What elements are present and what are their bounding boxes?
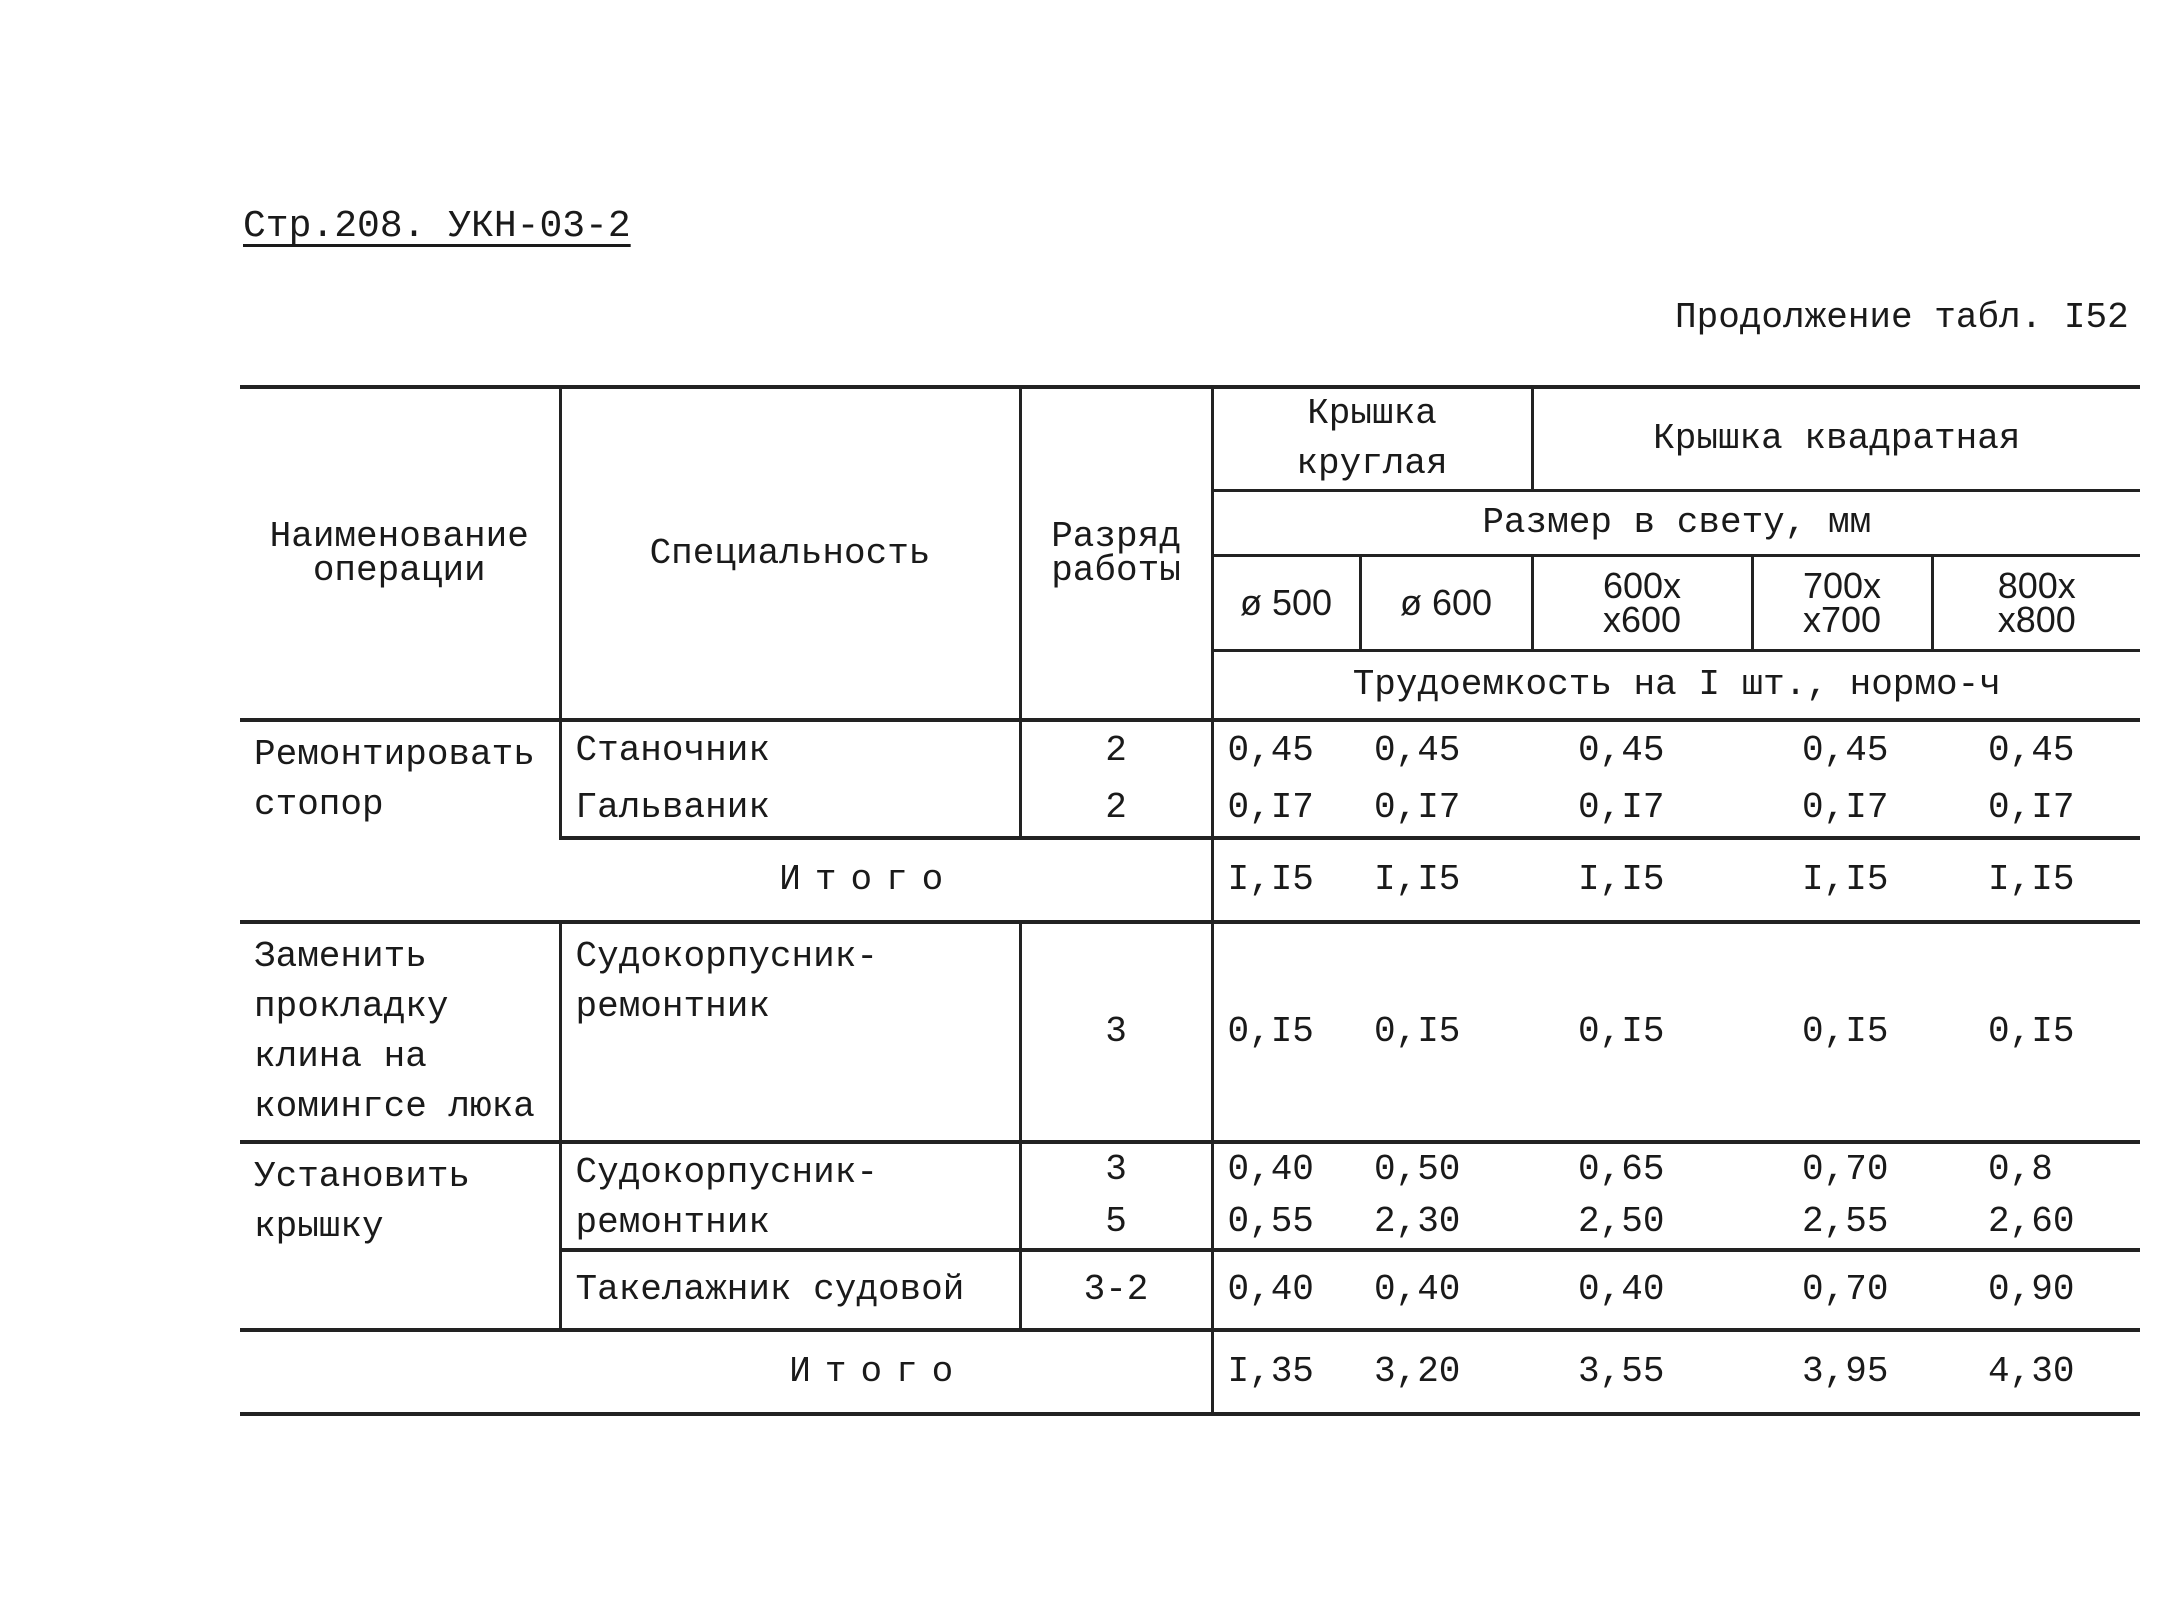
header-size-700x700-label: 700х х700 [1802, 565, 1882, 640]
value-cell: 0,8 [1988, 1149, 2053, 1190]
total-cell: I,I5 [1932, 838, 2140, 922]
grade-cell: 2 [1020, 720, 1212, 779]
value-cell: 0,40 [1532, 1250, 1752, 1330]
value-cell: 0,40 [1360, 1250, 1532, 1330]
grade-cell: 3-2 [1020, 1250, 1212, 1330]
header-grade-label: Разряд работы [1051, 515, 1181, 591]
total-cell: 3,55 [1532, 1330, 1752, 1414]
value-cell: 0,70 [1752, 1250, 1932, 1330]
total-cell: I,I5 [1360, 838, 1532, 922]
operation-cell: Ремонтировать стопор [254, 734, 535, 825]
value-cell: 2,30 [1360, 1196, 1532, 1250]
header-labor-label: Трудоемкость на I шт., нормо-ч [1212, 651, 2140, 721]
value-cell: 0,I7 [1932, 779, 2140, 838]
total-cell: I,I5 [1532, 838, 1752, 922]
total-cell: I,I5 [1212, 838, 1360, 922]
value-cell: 0,65 [1578, 1149, 1665, 1190]
specialty-cell [560, 922, 1020, 1142]
value-cell: 2,60 [1932, 1196, 2140, 1250]
value-cell: 0,70 [1802, 1149, 1889, 1190]
total-label: Итого [240, 838, 1212, 922]
operation-label: Установить крышку [254, 1156, 471, 1247]
value-cell: 0,I7 [1360, 779, 1532, 838]
value-cell: 0,45 [1212, 720, 1360, 779]
page-header: Стр.208. УКН-03-2 [243, 205, 631, 248]
value-cell: 0,40 [1212, 1142, 1360, 1196]
table-row [240, 720, 2140, 779]
specialty-cell: Станочник [560, 720, 1020, 779]
table-row [240, 1142, 2140, 1196]
total-label: Итого [240, 1330, 1212, 1414]
total-row [240, 1330, 2140, 1414]
value-cell: 0,55 [1212, 1196, 1360, 1250]
value-cell: 0,I5 [1932, 922, 2140, 1142]
header-operation [240, 387, 560, 720]
value-cell: 0,I5 [1532, 922, 1752, 1142]
total-cell: I,I5 [1752, 838, 1932, 922]
header-specialty: Специальность [560, 387, 1020, 720]
value-cell: 0,I7 [1532, 779, 1752, 838]
header-size-600x600-label: 600х х600 [1602, 565, 1682, 640]
value-cell: 0,50 [1374, 1149, 1461, 1190]
header-size-500: ø 500 [1212, 556, 1360, 651]
value-cell: 0,I7 [1212, 779, 1360, 838]
value-cell: 2,50 [1532, 1196, 1752, 1250]
specialty-cell: Такелажник судовой [560, 1250, 1020, 1330]
header-size-600x600 [1532, 556, 1752, 651]
total-row [240, 838, 2140, 922]
value-cell: 0,40 [1212, 1250, 1360, 1330]
header-grade [1020, 387, 1212, 720]
total-cell: 3,20 [1360, 1330, 1532, 1414]
operation-cell [240, 1142, 560, 1330]
labor-table [240, 385, 2140, 1416]
header-size-600: ø 600 [1360, 556, 1532, 651]
operation-cell: Заменить прокладку клина на комингсе люка [240, 922, 560, 1142]
grade-cell: 3 [1020, 922, 1212, 1142]
table-caption: Продолжение табл. I52 [1675, 297, 2129, 338]
value-cell: 2,55 [1752, 1196, 1932, 1250]
value-cell: 0,45 [1802, 729, 1889, 771]
value-cell: 0,I5 [1360, 922, 1532, 1142]
value-cell: 0,45 [1374, 729, 1461, 771]
value-cell: 0,90 [1932, 1250, 2140, 1330]
value-cell: 0,45 [1988, 729, 2075, 771]
table-row [240, 922, 2140, 1142]
value-cell: 0,45 [1578, 729, 1665, 771]
header-size-800x800 [1932, 556, 2140, 651]
total-cell: 4,30 [1932, 1330, 2140, 1414]
specialty-cell [560, 1142, 1020, 1250]
total-cell: 3,95 [1752, 1330, 1932, 1414]
header-size-label: Размер в свету, мм [1212, 491, 2140, 556]
total-cell: I,35 [1212, 1330, 1360, 1414]
value-cell: 0,I5 [1212, 922, 1360, 1142]
value-cell: 0,I7 [1752, 779, 1932, 838]
grade-cell: 2 [1020, 779, 1212, 838]
header-size-700x700 [1752, 556, 1932, 651]
value-cell: 0,I5 [1752, 922, 1932, 1142]
header-size-800x800-label: 800х х800 [1997, 565, 2076, 640]
specialty-cell: Гальваник [560, 779, 1020, 838]
grade-cell: 5 [1020, 1196, 1212, 1250]
grade-cell: 3 [1020, 1142, 1212, 1196]
labor-table-container [240, 385, 2140, 1416]
specialty-label: Судокорпусник-ремонтник [575, 936, 878, 1027]
header-group-round: Крышка круглая [1212, 387, 1532, 491]
specialty-label: Судокорпусник-ремонтник [575, 1152, 878, 1243]
header-operation-label: Наименование операции [269, 515, 529, 591]
header-group-square: Крышка квадратная [1532, 387, 2140, 491]
